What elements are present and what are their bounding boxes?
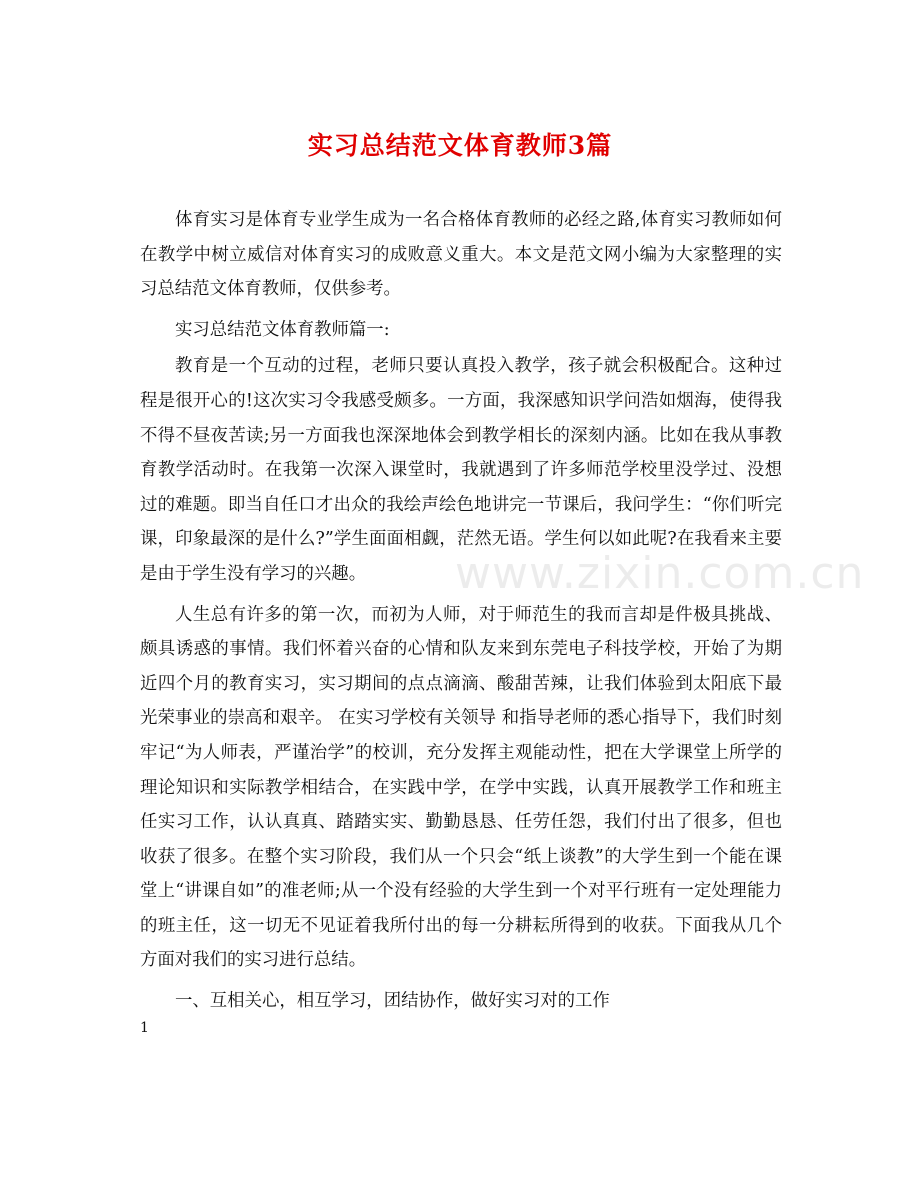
page-number: 1 bbox=[140, 1020, 149, 1036]
document-body bbox=[140, 203, 782, 1021]
document-title: 实习总结范文体育教师3篇 bbox=[307, 131, 613, 160]
body-paragraph: 人生总有许多的第一次，而初为人师，对于师范生的我而言却是件极具挑战、颇具诱惑的事情。我们怀着兴奋的心情和队友来到东莞电子科技学校，开始了为期近四个月的教育实习，实习期间的点点滴滴、酸甜苦辣，让我们体验到太阳底下最光荣事业的崇高和艰辛。 在实习学校有关领导 和指导老师的悉心指导下，我们时刻牢记“为人师表，严谨治学”的校训，充分发挥主观能动性，把在大学课堂上所学的理论知识和实际教学相结合，在实践中学，在学中实践，认真开展教学工作和班主任实习工作，认认真真、踏踏实实、勤勤恳恳、任劳任怨，我们付出了很多，但也收获了很多。在整个实习阶段，我们从一个只会“纸上谈教”的大学生到一个能在课堂上“讲课自如”的准老师;从一个没有经验的大学生到一个对平行班有一定处理能力的班主任，这一切无不见证着我所付出的每一分耕耘所得到的收获。下面我从几个方面对我们的实习进行总结。 bbox=[140, 604, 782, 971]
intro-paragraph: 体育实习是体育专业学生成为一名合格体育教师的必经之路,体育实习教师如何在教学中树立威信对体育实习的成败意义重大。本文是范文网小编为大家整理的实习总结范文体育教师，仅供参考。 bbox=[140, 210, 782, 300]
section-heading: 一、互相关心，相互学习，团结协作，做好实习对的工作 bbox=[175, 991, 610, 1012]
body-paragraph: 教育是一个互动的过程，老师只要认真投入教学，孩子就会积极配合。这种过程是很开心的!这次实习令我感受颇多。一方面，我深感知识学问浩如烟海，使得我不得不昼夜苦读;另一方面我也深深地体会到教学相长的深刻内涵。比如在我从事教育教学活动时。在我第一次深入课堂时，我就遇到了许多师范学校里没学过、没想过的难题。即当自任口才出众的我绘声绘色地讲完一节课后，我问学生：“你们听完课，印象最深的是什么?”学生面面相觑，茫然无语。学生何以如此呢?在我看来主要是由于学生没有学习的兴趣。 bbox=[140, 356, 782, 584]
section-heading-part-one: 实习总结范文体育教师篇一: bbox=[175, 319, 390, 340]
watermark: www.zixin.com.cn bbox=[455, 548, 865, 599]
